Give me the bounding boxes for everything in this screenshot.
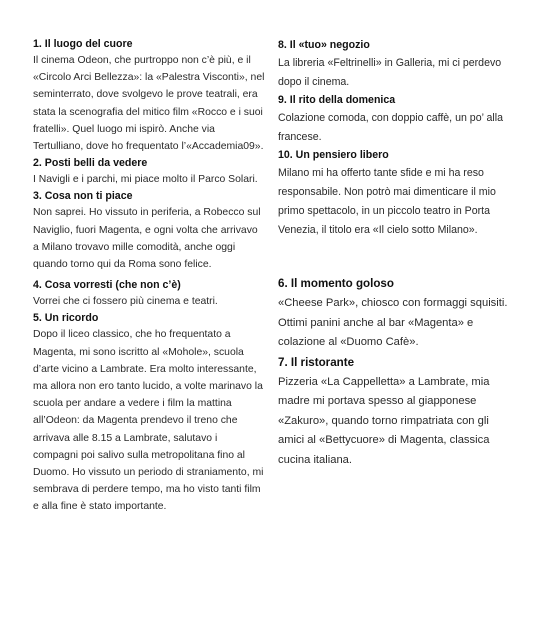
section-body: Colazione comoda, con doppio caffè, un po’ alla francese. xyxy=(278,112,503,143)
section-un-ricordo xyxy=(33,310,265,515)
left-column xyxy=(33,36,265,516)
section-body: Vorrei che ci fossero più cinema e teatri. xyxy=(33,296,218,308)
section-ristorante xyxy=(278,353,518,471)
section-body: Il cinema Odeon, che purtroppo non c’è più, e il «Circolo Arci Bellezza»: la «Palestra Visconti», nel seminterrato, dove svolgevo le prove teatrali, era stata la scenografia del mitico film «Rocco e i suoi fratelli». Quel luogo mi ispirò. Anche via Tertulliano, dove ho frequentato l’«Accademia09». xyxy=(33,55,265,153)
section-title: 2. Posti belli da vedere xyxy=(33,157,148,170)
section-pensiero-libero xyxy=(278,147,518,240)
section-body: «Cheese Park», chiosco con formaggi squisiti. Ottimi panini anche al bar «Magenta» e colazione al «Duomo Cafè». xyxy=(278,297,508,348)
right-bottom-block xyxy=(278,274,518,470)
section-title: 8. Il «tuo» negozio xyxy=(278,39,370,51)
section-tuo-negozio xyxy=(278,37,518,92)
section-title: 1. Il luogo del cuore xyxy=(33,38,133,50)
section-luogo-del-cuore xyxy=(33,36,265,155)
right-top-block xyxy=(278,37,518,240)
section-title: 7. Il ristorante xyxy=(278,355,355,369)
section-rito-domenica xyxy=(278,92,518,147)
section-body: I Navigli e i parchi, mi piace molto il Parco Solari. xyxy=(33,174,258,186)
section-title: 10. Un pensiero libero xyxy=(278,149,389,161)
section-body: Dopo il liceo classico, che ho frequentato a Magenta, mi sono iscritto al «Mohole», scuola d’arte vicino a Lambrate. Era molto interessante, ma allora non ero tanto lucido, a volte marinavo la scuola per andare a vedere i film la mattina all’Odeon: da Magenta prendevo il treno che arrivava alle 8.15 a Lambrate, salutavo i compagni poi salivo sulla metropolitana fino al Duomo. Ho vissuto un periodo di straniamento, mi sembrava di perdere tempo, ma ho visto tanti film e alla fine è stato importante. xyxy=(33,329,264,513)
section-title: 3. Cosa non ti piace xyxy=(33,190,133,203)
section-body: Milano mi ha offerto tante sfide e mi ha reso responsabile. Non potrò mai dimenticare il mio primo spettacolo, in un piccolo teatro in Porta Venezia, il titolo era «Il cielo sotto Milano». xyxy=(278,167,496,236)
section-title: 4. Cosa vorresti (che non c’è) xyxy=(33,279,181,292)
section-title: 5. Un ricordo xyxy=(33,312,99,325)
section-posti-belli xyxy=(33,155,265,188)
section-cosa-vorresti xyxy=(33,277,265,310)
section-momento-goloso xyxy=(278,274,518,353)
section-title: 6. Il momento goloso xyxy=(278,277,394,290)
section-body: Pizzeria «La Cappelletta» a Lambrate, mia madre mi portava spesso al giapponese «Zakuro», quando torno rimpatriata con gli amici al «Bettycuore» di Magenta, classica cucina italiana. xyxy=(278,375,490,466)
section-title: 9. Il rito della domenica xyxy=(278,94,396,106)
section-cosa-non-ti-piace xyxy=(33,188,265,273)
section-body: La libreria «Feltrinelli» in Galleria, mi ci perdevo dopo il cinema. xyxy=(278,57,502,88)
section-body: Non saprei. Ho vissuto in periferia, a Robecco sul Naviglio, fuori Magenta, e ogni volta che arrivavo a Milano trovavo mille comodità, anche oggi quando torno qui da Roma sono felice. xyxy=(33,207,261,271)
